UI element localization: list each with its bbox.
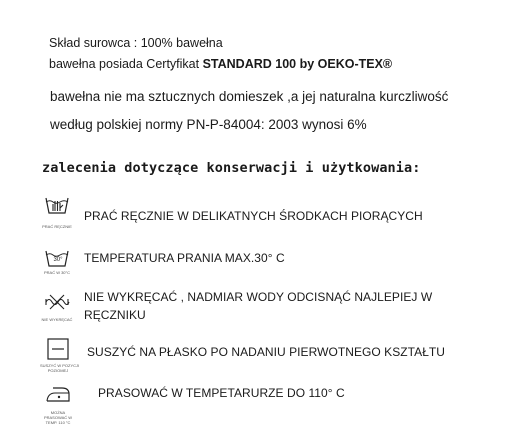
iron-caption-line2: PRASOWAĆ W bbox=[43, 415, 73, 420]
iron-low-icon bbox=[45, 385, 71, 403]
certificate-name: STANDARD 100 by OEKO-TEX® bbox=[202, 57, 393, 71]
hand-wash-icon bbox=[45, 194, 69, 216]
ironing-instruction: PRASOWAĆ W TEMPETARURZE DO 110° C bbox=[98, 386, 345, 400]
wash-temperature-instruction: TEMPERATURA PRANIA MAX.30° C bbox=[84, 251, 285, 265]
dry-flat-icon bbox=[47, 338, 69, 360]
do-not-wring-icon bbox=[44, 293, 70, 311]
iron-caption-line1: MOŻNA bbox=[50, 410, 66, 415]
do-not-wring-instruction-line2: RĘCZNIKU bbox=[84, 308, 146, 322]
wash-30-caption: PRAĆ W 30°C bbox=[43, 270, 71, 275]
care-heading: zalecenia dotyczące konserwacji i użytkowania: bbox=[42, 160, 421, 176]
do-not-wring-instruction-line1: NIE WYKRĘCAĆ , NADMIAR WODY ODCISNĄĆ NAJLEPIEJ W bbox=[84, 290, 433, 304]
dry-flat-caption-line2: POZIOMEJ bbox=[47, 368, 69, 373]
hand-wash-caption: PRAĆ RĘCZNIE bbox=[42, 224, 72, 229]
do-not-wring-caption: NIE WYKRĘCAĆ bbox=[41, 317, 73, 322]
dry-flat-instruction: SUSZYĆ NA PŁASKO PO NADANIU PIERWOTNEGO KSZTAŁTU bbox=[87, 345, 446, 359]
shrinkage-norm-line: według polskiej normy PN-P-84004: 2003 wynosi 6% bbox=[50, 117, 367, 132]
dry-flat-caption-line1: SUSZYĆ W POZYCJI bbox=[40, 363, 80, 368]
certificate-prefix: bawełna posiada Certyfikat bbox=[49, 57, 203, 71]
hand-wash-instruction: PRAĆ RĘCZNIE W DELIKATNYCH ŚRODKACH PIORĄCYCH bbox=[84, 209, 423, 223]
additives-line: bawełna nie ma sztucznych domieszek ,a jej naturalna kurczliwość bbox=[50, 89, 449, 104]
certificate-line bbox=[49, 57, 392, 71]
wash-30-label: 30° bbox=[53, 257, 63, 263]
iron-caption-line3: TEMP. 110 °C bbox=[45, 420, 71, 425]
composition-line: Skład surowca : 100% bawełna bbox=[49, 36, 223, 50]
